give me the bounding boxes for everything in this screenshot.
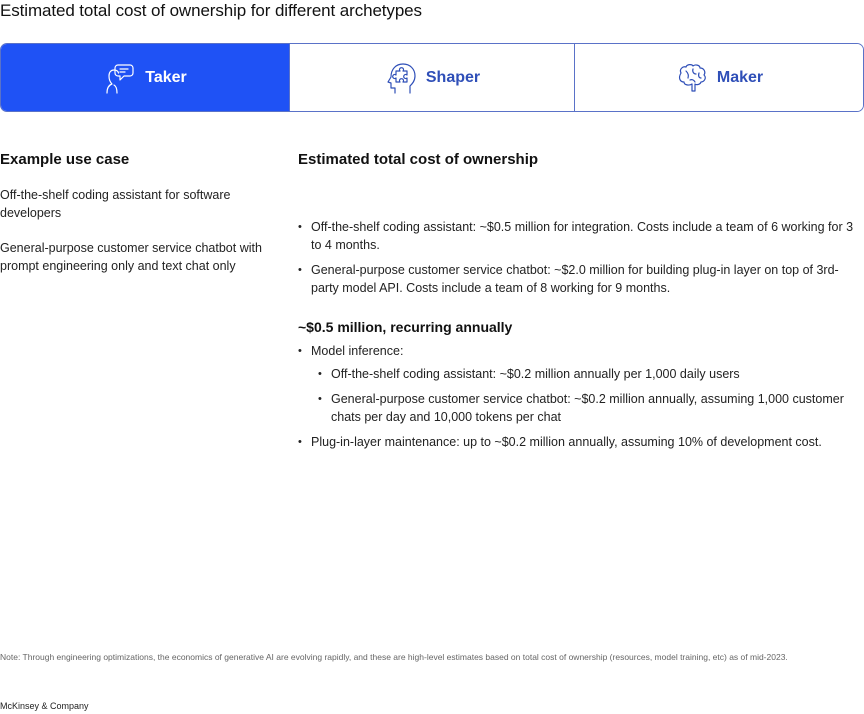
brand-credit: McKinsey & Company: [0, 701, 89, 711]
one-time-cost-item: • Off-the-shelf coding assistant: ~$0.5 million for integration. Costs include a team of 6 working for 3 to 4 months.: [298, 218, 858, 254]
tab-shaper-label: Shaper: [425, 68, 481, 86]
one-time-cost-item: • General-purpose customer service chatbot: ~$2.0 million for building plug-in layer on top of 3rd-party model API. Costs include a team of 8 working for 9 months.: [298, 261, 858, 297]
inference-cost-item: • General-purpose customer service chatbot: ~$0.2 million annually, assuming 1,000 customer chats per day and 10,000 tokens per chat: [318, 390, 858, 426]
person-speech-bubble-icon: [103, 61, 137, 95]
example-use-case-column: [0, 150, 270, 275]
footnote: Note: Through engineering optimizations, the economics of generative AI are evolving rapidly, and these are high-level estimates based on total cost of ownership (resources, model training, etc) as of mid-2023.: [0, 652, 788, 662]
one-time-cost-list: [298, 218, 858, 297]
cost-column: [298, 150, 858, 451]
inference-sublist: [318, 365, 858, 426]
head-puzzle-icon: [384, 61, 418, 95]
page-title: Estimated total cost of ownership for different archetypes: [0, 1, 422, 20]
tab-taker[interactable]: [1, 44, 289, 111]
tab-shaper[interactable]: [289, 44, 574, 111]
use-case-chatbot: General-purpose customer service chatbot with prompt engineering only and text chat only: [0, 241, 262, 273]
tab-taker-label: Taker: [145, 68, 187, 86]
use-case-coding-assistant: Off-the-shelf coding assistant for software developers: [0, 188, 231, 220]
maintenance-cost-item: • Plug-in-layer maintenance: up to ~$0.2 million annually, assuming 10% of development cost.: [298, 433, 858, 451]
brain-icon: [675, 61, 709, 95]
recurring-cost-heading: ~$0.5 million, recurring annually: [298, 319, 513, 335]
tab-maker[interactable]: [574, 44, 863, 111]
example-use-case-heading: Example use case: [0, 151, 130, 168]
tab-maker-label: Maker: [716, 68, 764, 86]
archetype-tabs: [0, 43, 864, 112]
inference-cost-item: • Off-the-shelf coding assistant: ~$0.2 million annually per 1,000 daily users: [318, 365, 858, 383]
model-inference-item: [298, 342, 858, 426]
recurring-cost-list: [298, 342, 858, 451]
model-inference-label: Model inference:: [311, 344, 404, 358]
cost-heading: Estimated total cost of ownership: [298, 151, 539, 168]
